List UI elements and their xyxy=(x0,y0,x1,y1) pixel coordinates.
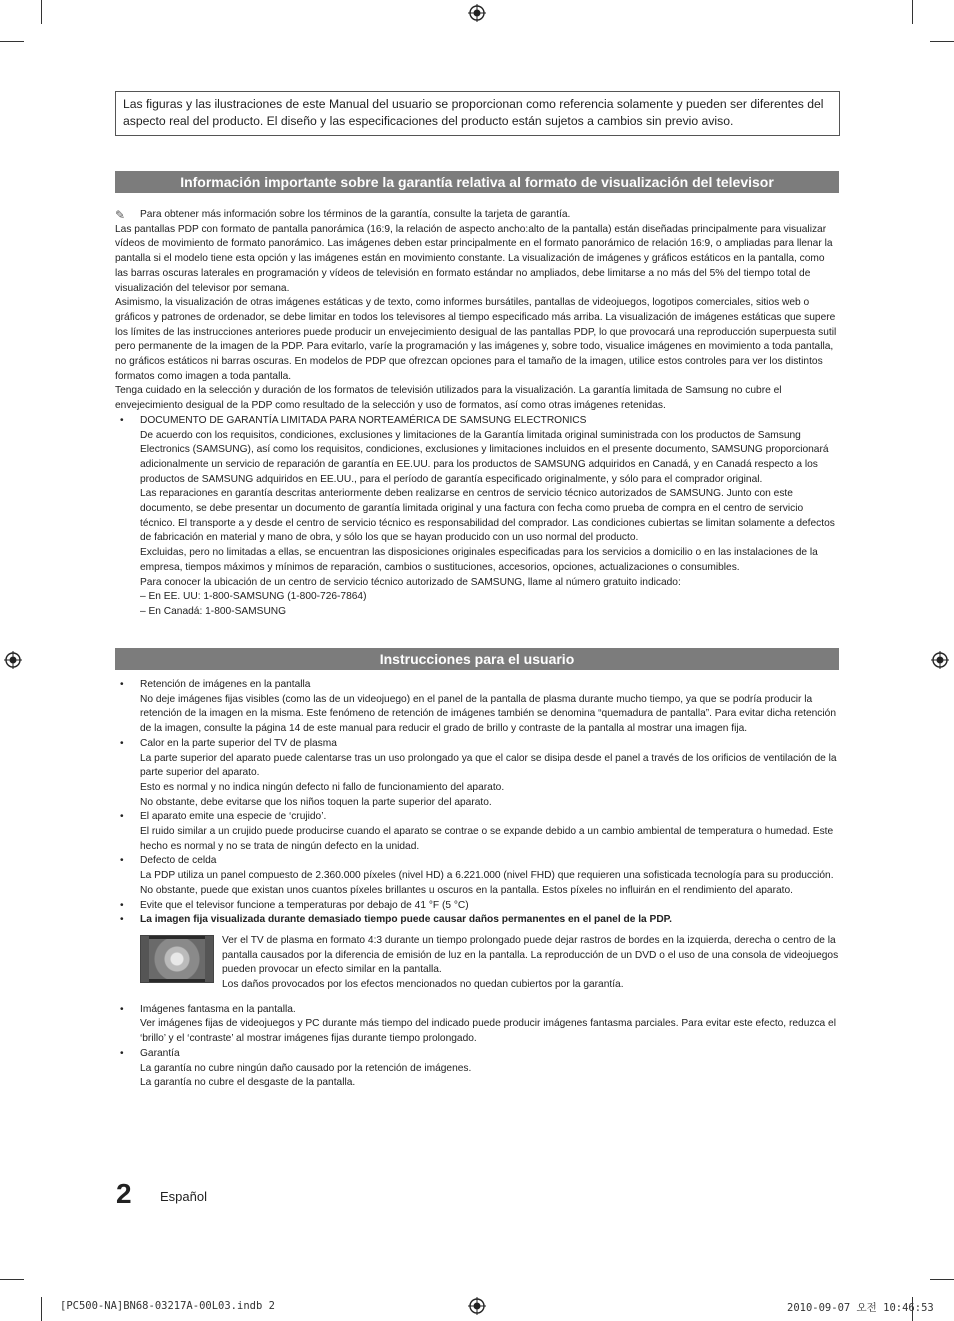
registration-mark-icon xyxy=(468,4,486,22)
paragraph: Las pantallas PDP con formato de pantalla panorámica (16:9, la relación de aspecto ancho:alto de la pantalla) están diseñadas principalmente para visualizar vídeos de movimiento de formato panorámico. Las imágenes deben estar principalmente en el formato panorámico de relación 16:9, o ampliadas para llenar la pantalla si el modelo tiene esta opción y las imágenes están en movimiento constante. La visualización de imágenes y gráficos estáticos en la pantalla, como las barras oscuras laterales en programación y vídeos de televisión en formato estándar no ampliados, debe limitarse a no más del 5% del tiempo total de visualización del televisor por semana. xyxy=(115,223,833,294)
bullet-icon: • xyxy=(120,737,124,749)
crop-mark xyxy=(41,0,42,24)
list-item xyxy=(115,810,839,854)
registration-mark-icon xyxy=(468,1297,486,1315)
figure-text: Los daños provocados por los efectos mencionados no quedan cubiertos por la garantía. xyxy=(222,979,624,991)
item-heading: Evite que el televisor funcione a temperaturas por debajo de 41 °F (5 °C) xyxy=(140,899,469,911)
paragraph: Asimismo, la visualización de otras imágenes estáticas y de texto, como informes bursátiles, pantallas de videojuegos, logotipos comerciales, sitios web o gráficos y patrones de ordenador, se debe limitar en todos los televisores al tiempo especificado más arriba. La visualización de imágenes estáticas que supere los límites de las instrucciones anteriores puede producir un envejecimiento desigual de las pantallas PDP, lo que provocará una reproducción superpuesta sutil pero permanente de la imagen de la PDP. Para evitarlo, varíe la programación y las imágenes y, sobre todo, visualice imágenes en movimiento a toda pantalla, no gráficos estáticos ni barras oscuras. En modelos de PDP que ofrezcan opciones para el tamaño de la imagen, utilice estos controles para ver los distintos formatos como imagen a toda pantalla. xyxy=(115,297,837,382)
item-heading: Calor en la parte superior del TV de plasma xyxy=(140,737,337,749)
bullet-icon: • xyxy=(120,811,124,823)
item-heading: Defecto de celda xyxy=(140,855,217,867)
item-text: Ver imágenes fijas de videojuegos y PC durante más tiempo del indicado puede producir imágenes fantasma parciales. Para evitar este efecto, reduzca el ‘brillo’ y el ‘contraste’ al mostrar imágenes fijas durante tiempo prolongado. xyxy=(140,1018,836,1045)
paragraph: Para conocer la ubicación de un centro de servicio técnico autorizado de SAMSUNG, llame al número gratuito indicado: xyxy=(140,576,681,588)
bullet-icon: • xyxy=(120,899,124,911)
section-header-instructions: Instrucciones para el usuario xyxy=(115,648,839,670)
crop-mark xyxy=(41,1297,42,1321)
registration-mark-icon xyxy=(931,651,949,669)
list-item xyxy=(115,1003,839,1047)
crop-mark xyxy=(930,41,954,42)
item-text: No deje imágenes fijas visibles (como las de un videojuego) en el panel de la pantalla de plasma durante mucho tiempo, ya que se podría producir la retención de la imagen en la misma. Este fenómeno de retención de imágenes también se denomina “quemadura de pantalla”. Para evitar dicha retención de la imagen, consulte la página 14 de este manual para reducir el grado de brillo y contraste de la pantalla al mostrar una imagen fija. xyxy=(140,693,836,735)
list-item xyxy=(115,678,839,737)
list-item xyxy=(115,913,839,928)
item-heading-bold: La imagen fija visualizada durante demasiado tiempo puede causar daños permanentes en el panel de la PDP. xyxy=(140,914,672,926)
print-timestamp: 2010-09-07 오전 10:46:53 xyxy=(787,1302,934,1314)
item-text: Esto es normal y no indica ningún defecto ni fallo de funcionamiento del aparato. xyxy=(140,781,505,793)
paragraph: De acuerdo con los requisitos, condiciones, exclusiones y limitaciones de la Garantía limitada original suministrada con los productos de Samsung Electronics (SAMSUNG), así como los requisitos, condiciones, exclusiones y limitaciones incluidos en el presente documento, SAMSUNG proporcionará adicionalmente un servicio de reparación de garantía en EE.UU. para los productos de SAMSUNG adquiridos en Canadá, y en Canadá respecto a los productos de SAMSUNG adquiridos en EE.UU., para el período de garantía especificado originalmente, y sólo para el comprador original. xyxy=(140,429,829,485)
bullet-icon: • xyxy=(120,914,124,926)
paragraph: Tenga cuidado en la selección y duración de los formatos de televisión utilizados para la visualización. La garantía limitada de Samsung no cubre el envejecimiento desigual de la PDP como resultado de la selección y uso de formatos, así como otras imágenes retenidas. xyxy=(115,385,782,412)
page-number: 2 xyxy=(116,1178,132,1209)
paragraph: Excluidas, pero no limitadas a ellas, se encuentran las disposiciones originales especificadas para los servicios a domicilio o en las instalaciones de la empresa, tiempos máximos y mínimos de reparación, cambios o sustituciones, accesorios, opciones, actualizaciones o consumibles. xyxy=(140,547,818,573)
list-item xyxy=(115,854,839,898)
crop-mark xyxy=(0,1279,24,1280)
phone-canada: – En Canadá: 1-800-SAMSUNG xyxy=(140,605,287,617)
crop-mark xyxy=(912,0,913,24)
figure-text: Ver el TV de plasma en formato 4:3 durante un tiempo prolongado puede dejar rastros de bordes en la izquierda, derecha o centro de la pantalla causados por la diferencia de emisión de luz en la pantalla. La reproducción de un DVD o el uso de una consola de videojuegos pueden provocar un efecto similar en la pantalla. xyxy=(222,934,839,976)
list-item xyxy=(115,414,839,620)
bullet-icon: • xyxy=(120,414,124,426)
item-heading: Retención de imágenes en la pantalla xyxy=(140,679,311,690)
side-bar-right xyxy=(205,936,213,982)
phone-usa: – En EE. UU: 1-800-SAMSUNG (1-800-726-7864) xyxy=(140,591,367,603)
instructions-section-body xyxy=(115,678,839,1091)
item-text: El ruido similar a un crujido puede producirse cuando el aparato se contrae o se expande debido a un cambio ambiental de temperatura o humedad. Este hecho es normal y no se trata de ningún defecto en la unidad. xyxy=(140,826,834,852)
warranty-note xyxy=(115,208,839,223)
language-label: Español xyxy=(160,1189,207,1204)
flower-image xyxy=(149,939,205,979)
list-item xyxy=(115,899,839,914)
bullet-icon: • xyxy=(120,855,124,867)
warranty-note-text: Para obtener más información sobre los términos de la garantía, consulte la tarjeta de garantía. xyxy=(140,209,571,220)
item-heading: El aparato emite una especie de ‘crujido’. xyxy=(140,811,327,823)
item-text: No obstante, debe evitarse que los niños toquen la parte superior del aparato. xyxy=(140,796,492,808)
item-text: La parte superior del aparato puede calentarse tras un uso prolongado ya que el calor se disipa desde el panel a través de los orificios de ventilación de la parte superior del aparato. xyxy=(140,752,837,779)
item-heading: Imágenes fantasma en la pantalla. xyxy=(140,1003,296,1015)
side-bar-left xyxy=(141,936,149,982)
item-heading: Garantía xyxy=(140,1047,180,1059)
crop-mark xyxy=(0,41,24,42)
bullet-icon: • xyxy=(120,1003,124,1015)
bullet-icon: • xyxy=(120,1047,124,1059)
list-item xyxy=(115,1047,839,1091)
figure-caption xyxy=(222,934,839,993)
crop-mark xyxy=(930,1279,954,1280)
paragraph: Las reparaciones en garantía descritas anteriormente deben realizarse en centros de servicio técnico autorizados de SAMSUNG. Junto con este documento, se debe presentar un documento de garantía limitada original y una factura con fecha como prueba de compra en el centro de servicio técnico. El transporte a y desde el centro de servicio técnico es responsabilidad del comprador. Las condiciones cubiertas se limitan solamente a defectos de fabricación en material y mano de obra, y sólo los que se hayan producido con un uso normal del producto. xyxy=(140,488,835,544)
bullet-icon: • xyxy=(120,679,124,690)
warranty-section-body xyxy=(115,208,839,620)
item-text: La garantía no cubre ningún daño causado por la retención de imágenes. xyxy=(140,1062,472,1074)
pencil-note-icon: ✎ xyxy=(115,208,126,222)
list-item xyxy=(115,737,839,811)
item-text: La garantía no cubre el desgaste de la pantalla. xyxy=(140,1077,356,1089)
figure-row xyxy=(140,934,839,993)
section-header-warranty: Información importante sobre la garantía relativa al formato de visualización del televisor xyxy=(115,171,839,193)
notice-box: Las figuras y las ilustraciones de este Manual del usuario se proporcionan como referencia solamente y pueden ser diferentes del aspecto real del producto. El diseño y las especificaciones del producto están sujetos a cambios sin previo aviso. xyxy=(115,91,840,136)
tv-screen-illustration xyxy=(140,935,214,983)
registration-mark-icon xyxy=(4,651,22,669)
bullet-heading: DOCUMENTO DE GARANTÍA LIMITADA PARA NORTEAMÉRICA DE SAMSUNG ELECTRONICS xyxy=(140,414,587,426)
file-info: [PC500-NA]BN68-03217A-00L03.indb 2 xyxy=(60,1300,275,1312)
item-text: La PDP utiliza un panel compuesto de 2.360.000 píxeles (nivel HD) a 6.221.000 (nivel FHD) que requieren una sofisticada tecnología para su producción. No obstante, puede que existan unos cuantos píxeles brillantes u oscuros en la pantalla. Estos píxeles no influirán en el rendimiento del aparato. xyxy=(140,870,834,896)
